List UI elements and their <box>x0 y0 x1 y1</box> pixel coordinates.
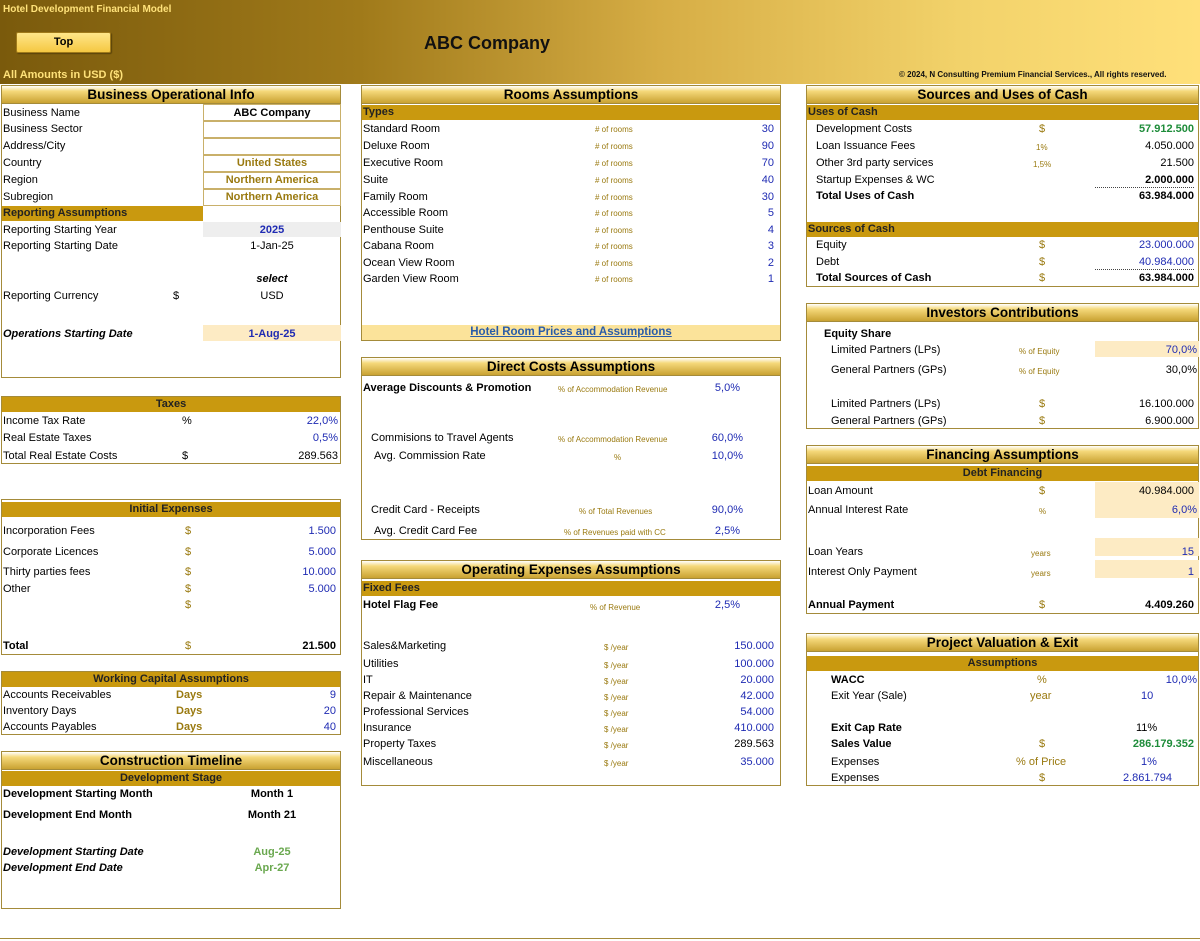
ap-days-value[interactable]: 40 <box>323 721 336 733</box>
taxes-panel <box>1 396 341 464</box>
currency-select[interactable]: USD <box>260 290 284 302</box>
total-sources-unit: $ <box>1039 272 1046 284</box>
expenses-label: Expenses <box>831 772 880 784</box>
incorporation-value[interactable]: 1.500 <box>308 525 336 537</box>
divider <box>1095 187 1194 188</box>
reporting-band: Reporting Assumptions <box>2 206 203 221</box>
discount-value[interactable]: 5,0% <box>714 382 740 394</box>
opex-unit: $ /year <box>604 643 629 652</box>
opex-value[interactable]: 42.000 <box>740 690 774 702</box>
ops-start-value: 1-Aug-25 <box>248 328 296 340</box>
room-label: Deluxe Room <box>363 140 430 152</box>
top-button[interactable]: Top <box>16 32 111 53</box>
start-date-value: 1-Jan-25 <box>250 240 294 252</box>
io-label: Interest Only Payment <box>808 566 917 578</box>
room-label: Standard Room <box>363 123 441 135</box>
room-count[interactable]: 2 <box>767 257 774 269</box>
years-label: Loan Years <box>808 546 864 558</box>
room-unit: # of rooms <box>595 159 633 168</box>
total-value: 21.500 <box>302 640 336 652</box>
room-count[interactable]: 40 <box>761 174 774 186</box>
direct-unit: % <box>614 453 622 462</box>
years-unit: years <box>1031 549 1051 558</box>
room-count[interactable]: 70 <box>761 157 774 169</box>
valuation-band: Assumptions <box>807 656 1198 671</box>
uses-label: Development Costs <box>816 123 912 135</box>
uses-label: Loan Issuance Fees <box>816 140 916 152</box>
flag-fee-label: Hotel Flag Fee <box>363 599 439 611</box>
debt-financing-band: Debt Financing <box>807 466 1198 481</box>
lp-label: Limited Partners (LPs) <box>831 398 941 410</box>
row-label: Thirty parties fees <box>3 566 91 578</box>
direct-label: Avg. Credit Card Fee <box>374 525 478 537</box>
direct-label: Commisions to Travel Agents <box>371 432 514 444</box>
opex-label: Repair & Maintenance <box>363 690 472 702</box>
exit-year-value[interactable]: 10 <box>1141 690 1154 702</box>
dev-start-date-value: Aug-25 <box>253 846 291 858</box>
sources-unit: $ <box>1039 256 1046 268</box>
payment-label: Annual Payment <box>808 599 895 611</box>
room-prices-link[interactable]: Hotel Room Prices and Assumptions <box>362 325 780 340</box>
opex-value: 289.563 <box>734 738 774 750</box>
room-label: Executive Room <box>363 157 444 169</box>
room-unit: # of rooms <box>595 209 633 218</box>
years-value: 15 <box>1181 546 1194 558</box>
row-label: Total Real Estate Costs <box>3 450 118 462</box>
room-count[interactable]: 30 <box>761 191 774 203</box>
row-unit: $ <box>182 450 189 462</box>
row-unit: Days <box>176 689 203 701</box>
wacc-value[interactable]: 10,0% <box>1165 674 1197 686</box>
opex-unit: $ /year <box>604 741 629 750</box>
business-title: Business Operational Info <box>2 86 340 104</box>
opex-panel <box>361 560 781 786</box>
opex-value[interactable]: 410.000 <box>734 722 774 734</box>
row-unit: $ <box>185 525 192 537</box>
wc-band: Working Capital Assumptions <box>2 672 340 687</box>
room-count[interactable]: 4 <box>767 224 774 236</box>
opex-value[interactable]: 54.000 <box>740 706 774 718</box>
taxes-band: Taxes <box>2 397 340 412</box>
lp-pct-value: 70,0% <box>1165 344 1197 356</box>
room-label: Ocean View Room <box>363 257 455 269</box>
amounts-note: All Amounts in USD ($) <box>3 69 123 81</box>
model-title: Hotel Development Financial Model <box>3 4 172 15</box>
divider <box>1095 269 1194 270</box>
opex-band: Fixed Fees <box>362 581 780 596</box>
business-panel <box>1 85 341 378</box>
direct-unit: % of Accommodation Revenue <box>558 435 668 444</box>
usd-unit: $ <box>1039 415 1046 427</box>
opex-label: Property Taxes <box>363 738 437 750</box>
payment-unit: $ <box>1039 599 1046 611</box>
direct-title: Direct Costs Assumptions <box>362 358 780 376</box>
room-count[interactable]: 1 <box>767 273 774 285</box>
startup-value: 2.000.000 <box>1145 174 1194 186</box>
room-count[interactable]: 90 <box>761 140 774 152</box>
sheet-bottom-border <box>0 938 1200 939</box>
opex-unit: $ /year <box>604 693 629 702</box>
opex-label: Insurance <box>363 722 412 734</box>
direct-unit: % of Total Revenues <box>579 507 653 516</box>
opex-value[interactable]: 35.000 <box>740 756 774 768</box>
total-uses-label: Total Uses of Cash <box>816 190 915 202</box>
room-unit: # of rooms <box>595 242 633 251</box>
io-value: 1 <box>1187 566 1194 578</box>
currency-symbol: $ <box>173 290 180 302</box>
subregion-value: Northern America <box>225 191 319 203</box>
inventory-days-value[interactable]: 20 <box>323 705 336 717</box>
ops-start-label: Operations Starting Date <box>3 328 133 340</box>
direct-label: Average Discounts & Promotion <box>363 382 532 394</box>
opex-value[interactable]: 100.000 <box>734 658 774 670</box>
sources-band: Sources of Cash <box>807 222 1198 237</box>
cc-fee-value[interactable]: 2,5% <box>714 525 740 537</box>
copyright: © 2024, N Consulting Premium Financial Services., All rights reserved. <box>899 70 1167 79</box>
loan-label: Loan Amount <box>808 485 873 497</box>
row-label: Business Name <box>3 107 81 119</box>
direct-label: Credit Card - Receipts <box>371 504 480 516</box>
direct-unit: % of Revenues paid with CC <box>564 528 666 537</box>
commission-rate-value[interactable]: 10,0% <box>711 450 743 462</box>
expenses-unit: $ <box>1039 772 1046 784</box>
start-year-value: 2025 <box>259 224 285 236</box>
opex-label: Sales&Marketing <box>363 640 447 652</box>
dev-end-date-label: Development End Date <box>3 862 123 874</box>
gp-label: General Partners (GPs) <box>831 415 947 427</box>
uses-unit: $ <box>1039 123 1046 135</box>
sources-uses-panel <box>806 85 1199 287</box>
room-unit: # of rooms <box>595 193 633 202</box>
rate-value: 6,0% <box>1171 504 1197 516</box>
opex-title: Operating Expenses Assumptions <box>362 561 780 579</box>
rate-label: Annual Interest Rate <box>808 504 909 516</box>
working-capital-panel <box>1 671 341 735</box>
uses-label: Startup Expenses & WC <box>816 174 935 186</box>
rooms-title: Rooms Assumptions <box>362 86 780 104</box>
opex-label: Professional Services <box>363 706 469 718</box>
equity-share-label: Equity Share <box>824 328 892 340</box>
row-label: Business Sector <box>3 123 83 135</box>
row-unit: $ <box>185 583 192 595</box>
loan-fees-value: 4.050.000 <box>1145 140 1194 152</box>
sources-label: Equity <box>816 239 847 251</box>
row-label: Accounts Receivables <box>3 689 112 701</box>
sources-label: Debt <box>816 256 840 268</box>
gp-pct-value: 30,0% <box>1165 364 1197 376</box>
header-bar <box>0 0 1200 84</box>
row-label: Other <box>3 583 31 595</box>
row-unit: $ <box>185 546 192 558</box>
region-value: Northern America <box>225 174 319 186</box>
opex-label: Utilities <box>363 658 399 670</box>
wacc-label: WACC <box>831 674 865 686</box>
row-label: Inventory Days <box>3 705 77 717</box>
select-label: select <box>256 273 288 285</box>
row-unit: $ <box>185 566 192 578</box>
uses-label: Other 3rd party services <box>816 157 934 169</box>
opex-unit: $ /year <box>604 677 629 686</box>
row-unit: $ <box>185 599 192 611</box>
company-title: ABC Company <box>424 33 551 53</box>
payment-value: 4.409.260 <box>1145 599 1194 611</box>
expenses-pct-value[interactable]: 1% <box>1141 756 1157 768</box>
pct-unit: % of Equity <box>1019 347 1060 356</box>
dev-end-month-label: Development End Month <box>3 809 132 821</box>
initial-band: Initial Expenses <box>2 502 340 517</box>
pct-unit: % of Equity <box>1019 367 1060 376</box>
cc-receipts-value[interactable]: 90,0% <box>711 504 743 516</box>
other-value[interactable]: 5.000 <box>308 583 336 595</box>
row-label: Country <box>3 157 42 169</box>
room-count[interactable]: 3 <box>767 240 774 252</box>
investors-panel <box>806 303 1199 429</box>
wacc-unit: % <box>1037 674 1047 686</box>
uses-band: Uses of Cash <box>807 105 1198 120</box>
room-unit: # of rooms <box>595 176 633 185</box>
row-label: Real Estate Taxes <box>3 432 92 444</box>
construction-band: Development Stage <box>2 771 340 786</box>
opex-unit: $ /year <box>604 661 629 670</box>
row-label: Incorporation Fees <box>3 525 95 537</box>
sales-value-label: Sales Value <box>831 738 892 750</box>
room-label: Penthouse Suite <box>363 224 444 236</box>
sources-title: Sources and Uses of Cash <box>807 86 1198 104</box>
row-label: Region <box>3 174 38 186</box>
sales-value-unit: $ <box>1039 738 1046 750</box>
opex-unit: $ /year <box>604 759 629 768</box>
io-unit: years <box>1031 569 1051 578</box>
business-name-value: ABC Company <box>233 107 311 119</box>
dev-start-month-value: Month 1 <box>250 788 294 800</box>
financing-panel <box>806 445 1199 614</box>
start-date-label: Reporting Starting Date <box>3 240 118 252</box>
licences-value[interactable]: 5.000 <box>308 546 336 558</box>
valuation-panel <box>806 633 1199 786</box>
row-label: Subregion <box>3 191 54 203</box>
exit-year-label: Exit Year (Sale) <box>831 690 907 702</box>
currency-label: Reporting Currency <box>3 290 99 302</box>
expenses-label: Expenses <box>831 756 880 768</box>
debt-value: 40.984.000 <box>1138 256 1194 268</box>
dev-start-month-label: Development Starting Month <box>3 788 153 800</box>
valuation-title: Project Valuation & Exit <box>807 634 1198 652</box>
dev-start-date-label: Development Starting Date <box>3 846 144 858</box>
opex-value[interactable]: 20.000 <box>740 674 774 686</box>
total-real-estate-value: 289.563 <box>298 450 338 462</box>
total-sources-value: 63.984.000 <box>1138 272 1194 284</box>
opex-unit: $ /year <box>604 725 629 734</box>
uses-unit: 1,5% <box>1033 160 1052 169</box>
expenses-amount-value: 2.861.794 <box>1123 772 1172 784</box>
room-unit: # of rooms <box>595 142 633 151</box>
country-value: United States <box>236 157 308 169</box>
loan-unit: $ <box>1039 485 1046 497</box>
lp-amount: 16.100.000 <box>1138 398 1194 410</box>
room-label: Cabana Room <box>363 240 434 252</box>
total-sources-label: Total Sources of Cash <box>816 272 932 284</box>
row-label: Address/City <box>3 140 66 152</box>
opex-label: IT <box>363 674 373 686</box>
row-label: Accounts Payables <box>3 721 97 733</box>
sales-value: 286.179.352 <box>1132 738 1194 750</box>
third-party-value[interactable]: 10.000 <box>302 566 336 578</box>
total-unit: $ <box>185 640 192 652</box>
sources-unit: $ <box>1039 239 1046 251</box>
flag-fee-value[interactable]: 2,5% <box>714 599 740 611</box>
room-unit: # of rooms <box>595 125 633 134</box>
expenses-unit: % of Price <box>1016 756 1067 768</box>
room-label: Suite <box>363 174 389 186</box>
lp-label: Limited Partners (LPs) <box>831 344 941 356</box>
flag-fee-unit: % of Revenue <box>590 603 641 612</box>
opex-unit: $ /year <box>604 709 629 718</box>
room-count[interactable]: 30 <box>761 123 774 135</box>
direct-unit: % of Accommodation Revenue <box>558 385 668 394</box>
ar-days-value[interactable]: 9 <box>329 689 336 701</box>
room-unit: # of rooms <box>595 226 633 235</box>
direct-costs-panel <box>361 357 781 540</box>
other-services-value: 21.500 <box>1160 157 1194 169</box>
usd-unit: $ <box>1039 398 1046 410</box>
construction-title: Construction Timeline <box>2 752 340 770</box>
room-label: Family Room <box>363 191 428 203</box>
room-unit: # of rooms <box>595 259 633 268</box>
opex-label: Miscellaneous <box>363 756 433 768</box>
total-uses-value: 63.984.000 <box>1138 190 1194 202</box>
rate-unit: % <box>1039 507 1047 516</box>
room-label: Garden View Room <box>363 273 459 285</box>
room-count[interactable]: 5 <box>767 207 774 219</box>
exit-year-unit: year <box>1030 690 1052 702</box>
room-label: Accessible Room <box>363 207 448 219</box>
gp-label: General Partners (GPs) <box>831 364 947 376</box>
loan-value: 40.984.000 <box>1138 485 1194 497</box>
row-label: Corporate Licences <box>3 546 99 558</box>
real-estate-tax-value[interactable]: 0,5% <box>312 432 338 444</box>
opex-value[interactable]: 150.000 <box>734 640 774 652</box>
address-cell[interactable] <box>203 138 341 155</box>
total-label: Total <box>3 640 29 652</box>
rooms-panel <box>361 85 781 341</box>
direct-label: Avg. Commission Rate <box>374 450 486 462</box>
initial-expenses-panel <box>1 499 341 655</box>
dev-costs-value: 57.912.500 <box>1138 123 1194 135</box>
start-year-label: Reporting Starting Year <box>3 224 117 236</box>
rooms-band: Types <box>362 105 780 120</box>
dev-end-month-value: Month 21 <box>247 809 297 821</box>
uses-unit: 1% <box>1036 143 1048 152</box>
construction-panel <box>1 751 341 909</box>
cap-rate-label: Exit Cap Rate <box>831 722 902 734</box>
row-label: Income Tax Rate <box>3 415 86 427</box>
agents-value[interactable]: 60,0% <box>711 432 743 444</box>
investors-title: Investors Contributions <box>807 304 1198 322</box>
room-unit: # of rooms <box>595 275 633 284</box>
row-unit: Days <box>176 705 203 717</box>
equity-value: 23.000.000 <box>1138 239 1194 251</box>
income-tax-value[interactable]: 22,0% <box>306 415 338 427</box>
gp-amount: 6.900.000 <box>1145 415 1194 427</box>
business-sector-cell[interactable] <box>203 121 341 138</box>
row-unit: % <box>182 415 192 427</box>
financing-title: Financing Assumptions <box>807 446 1198 464</box>
cap-rate-value: 11% <box>1136 722 1158 734</box>
row-unit: Days <box>176 721 203 733</box>
dev-end-date-value: Apr-27 <box>254 862 290 874</box>
